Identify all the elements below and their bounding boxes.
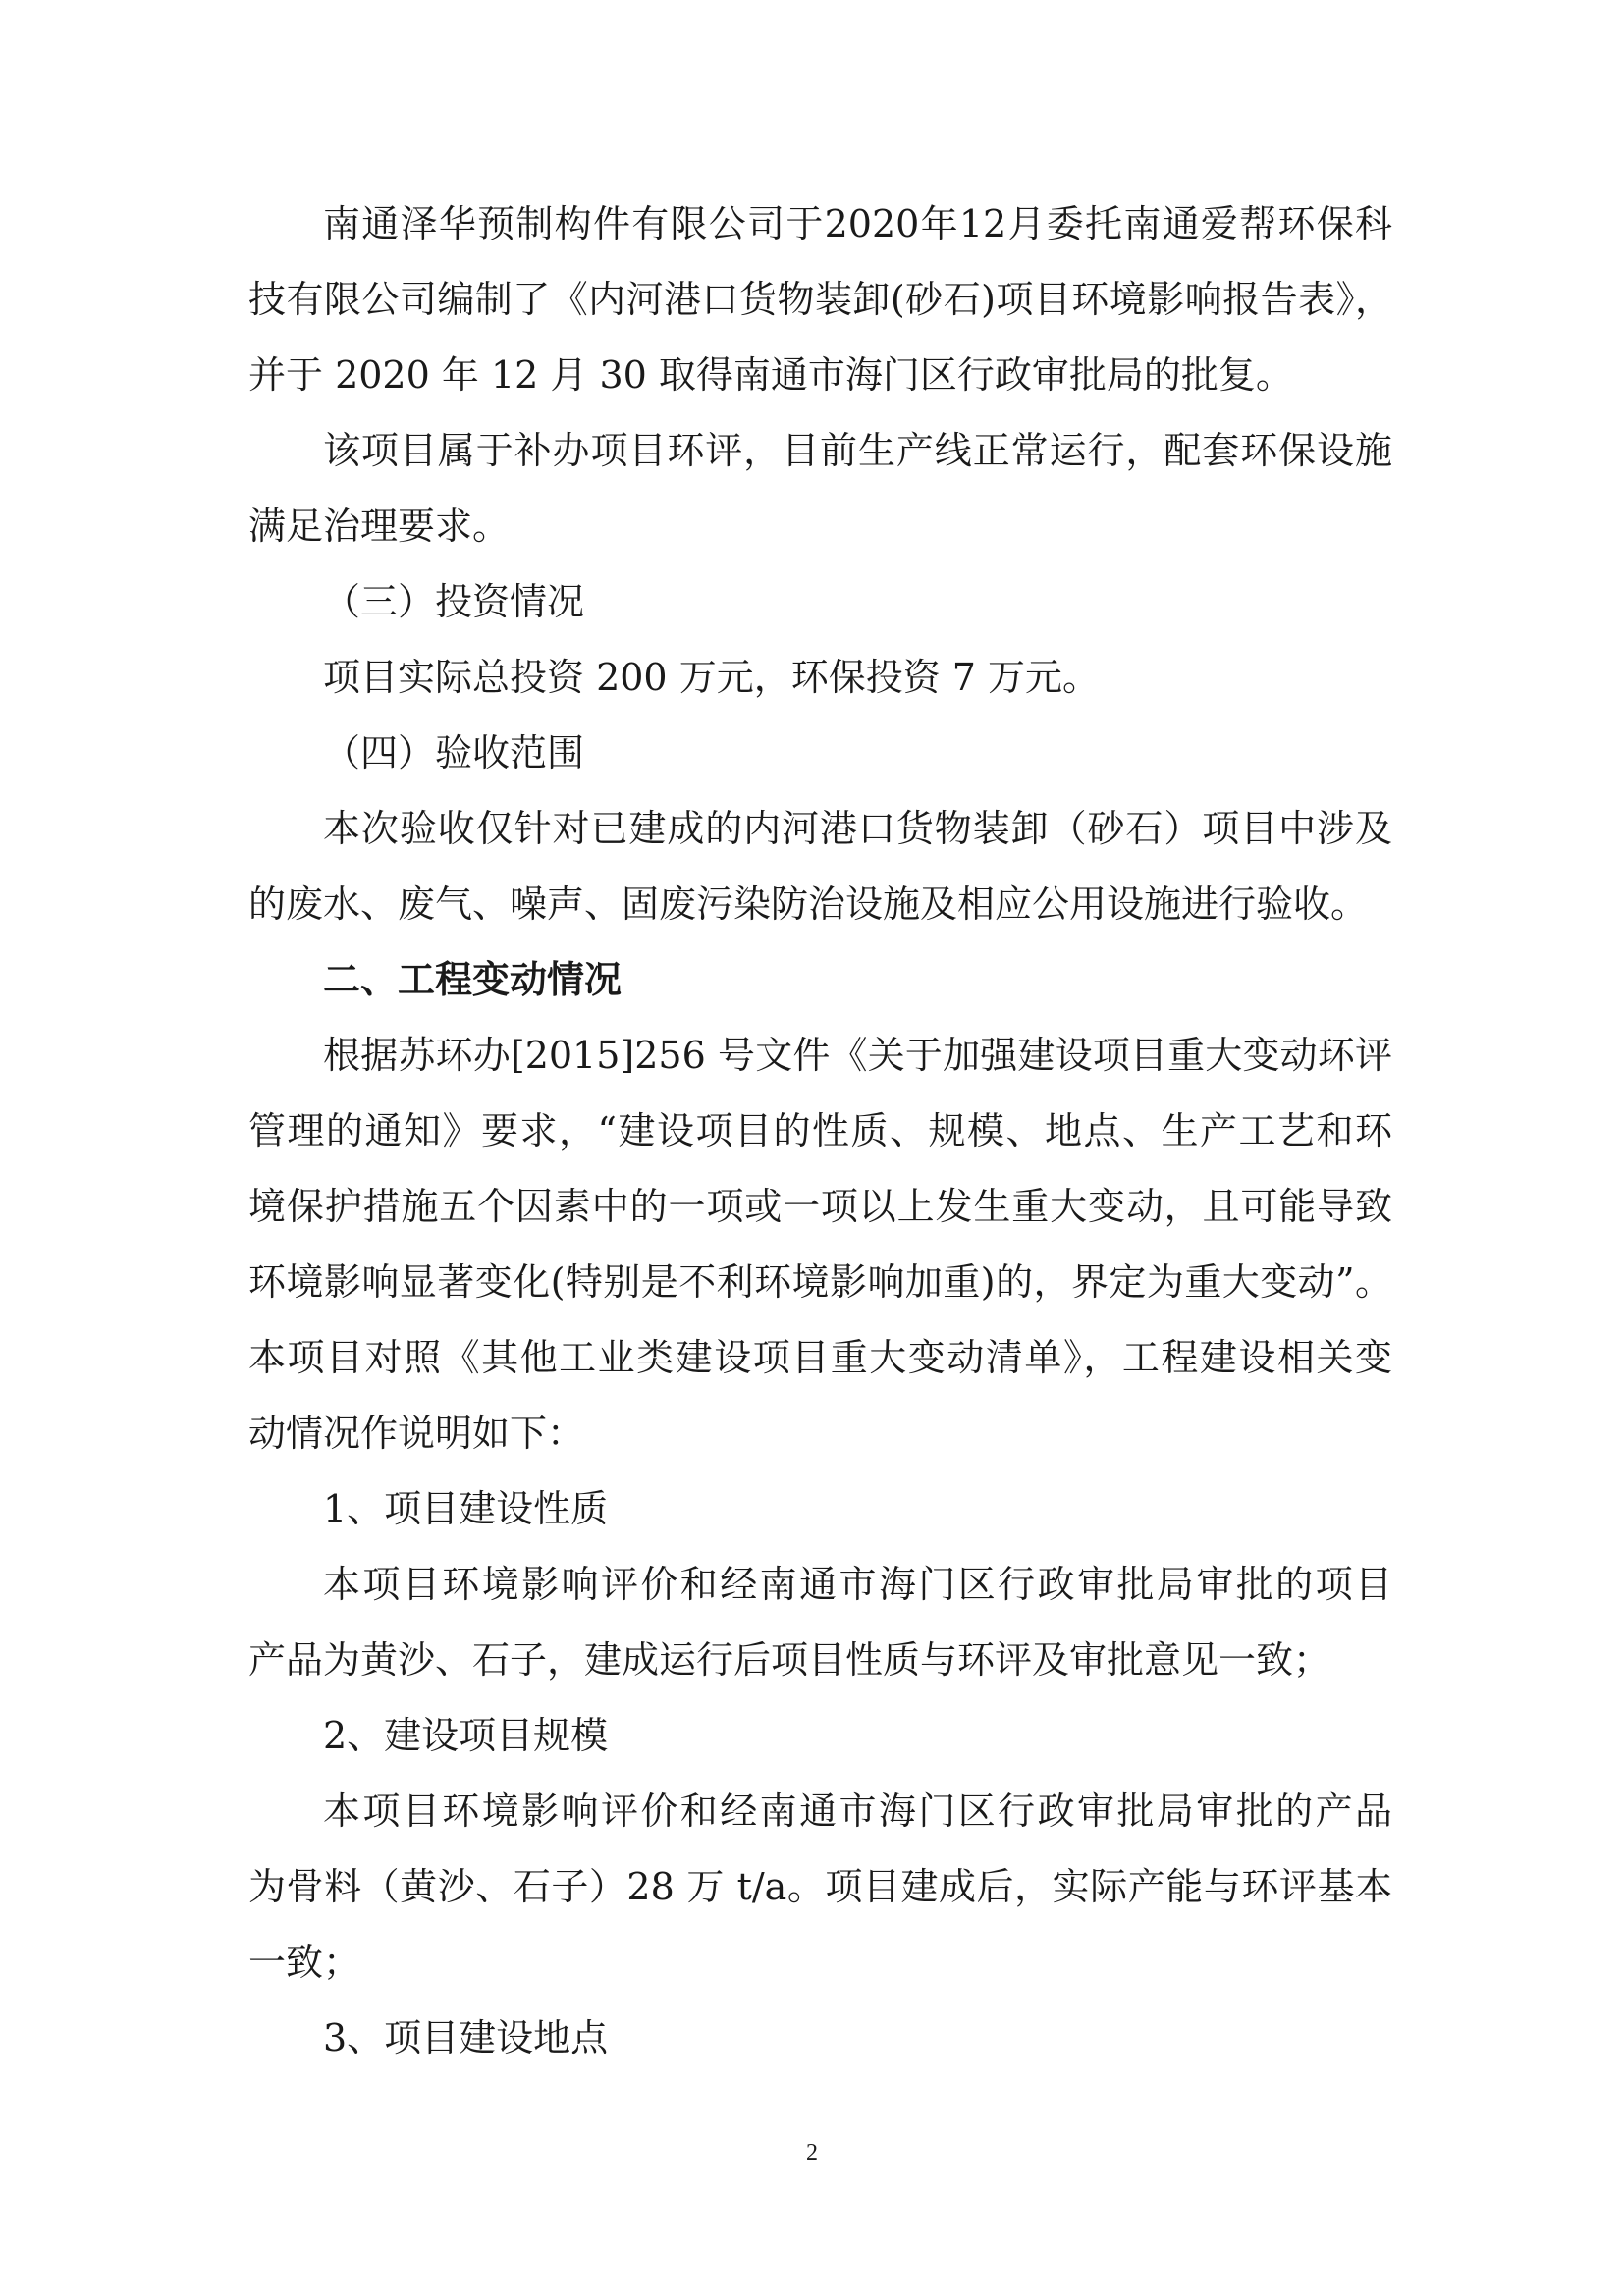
page-number: 2 bbox=[806, 2140, 818, 2165]
text-line: 动情况作说明如下： bbox=[248, 1412, 585, 1455]
heading-project-location: 3、项目建设地点 bbox=[323, 2016, 609, 2059]
text-line: 满足治理要求。 bbox=[248, 505, 511, 548]
heading-acceptance-scope: （四）验收范围 bbox=[323, 731, 585, 774]
text-line: 产品为黄沙、石子，建成运行后项目性质与环评及审批意见一致； bbox=[248, 1638, 1331, 1682]
text-line: 管理的通知》要求，“建设项目的性质、规模、地点、生产工艺和环 bbox=[248, 1109, 1392, 1152]
heading-investment: （三）投资情况 bbox=[323, 580, 585, 623]
text-line: 根据苏环办[2015]256 号文件《关于加强建设项目重大变动环评 bbox=[323, 1034, 1392, 1077]
text-line: 境保护措施五个因素中的一项或一项以上发生重大变动，且可能导致 bbox=[248, 1185, 1392, 1228]
text-line: 为骨料（黄沙、石子）28 万 t/a。项目建成后，实际产能与环评基本 bbox=[248, 1865, 1392, 1908]
heading-section-2: 二、工程变动情况 bbox=[323, 958, 623, 1001]
text-line: 本项目环境影响评价和经南通市海门区行政审批局审批的项目 bbox=[323, 1563, 1392, 1606]
text-line: 技有限公司编制了《内河港口货物装卸(砂石)项目环境影响报告表》， bbox=[248, 278, 1392, 321]
paragraph-report-history bbox=[248, 187, 1392, 413]
paragraph-acceptance-scope bbox=[248, 791, 1392, 942]
text-line: 的废水、废气、噪声、固废污染防治设施及相应公用设施进行验收。 bbox=[248, 882, 1369, 926]
paragraph-project-scale bbox=[248, 1774, 1392, 2001]
paragraph-project-nature bbox=[248, 1547, 1392, 1698]
text-line: 本项目环境影响评价和经南通市海门区行政审批局审批的产品 bbox=[323, 1789, 1392, 1833]
document-page bbox=[248, 187, 1392, 2076]
heading-project-nature: 1、项目建设性质 bbox=[323, 1487, 609, 1530]
text-line: 南通泽华预制构件有限公司于2020年12月委托南通爱帮环保科 bbox=[323, 202, 1392, 245]
text-line: 一致； bbox=[248, 1941, 361, 1984]
heading-project-scale: 2、建设项目规模 bbox=[323, 1714, 609, 1757]
text-line: 本项目对照《其他工业类建设项目重大变动清单》，工程建设相关变 bbox=[248, 1336, 1392, 1379]
paragraph-change-basis bbox=[248, 1018, 1392, 1471]
paragraph-investment: 项目实际总投资 200 万元，环保投资 7 万元。 bbox=[323, 656, 1101, 699]
text-line: 本次验收仅针对已建成的内河港口货物装卸（砂石）项目中涉及 bbox=[323, 807, 1392, 850]
text-line: 环境影响显著变化(特别是不利环境影响加重)的，界定为重大变动”。 bbox=[248, 1260, 1392, 1304]
text-line: 并于 2020 年 12 月 30 取得南通市海门区行政审批局的批复。 bbox=[248, 353, 1293, 397]
text-line: 该项目属于补办项目环评，目前生产线正常运行，配套环保设施 bbox=[323, 429, 1392, 472]
paragraph-project-status bbox=[248, 413, 1392, 564]
